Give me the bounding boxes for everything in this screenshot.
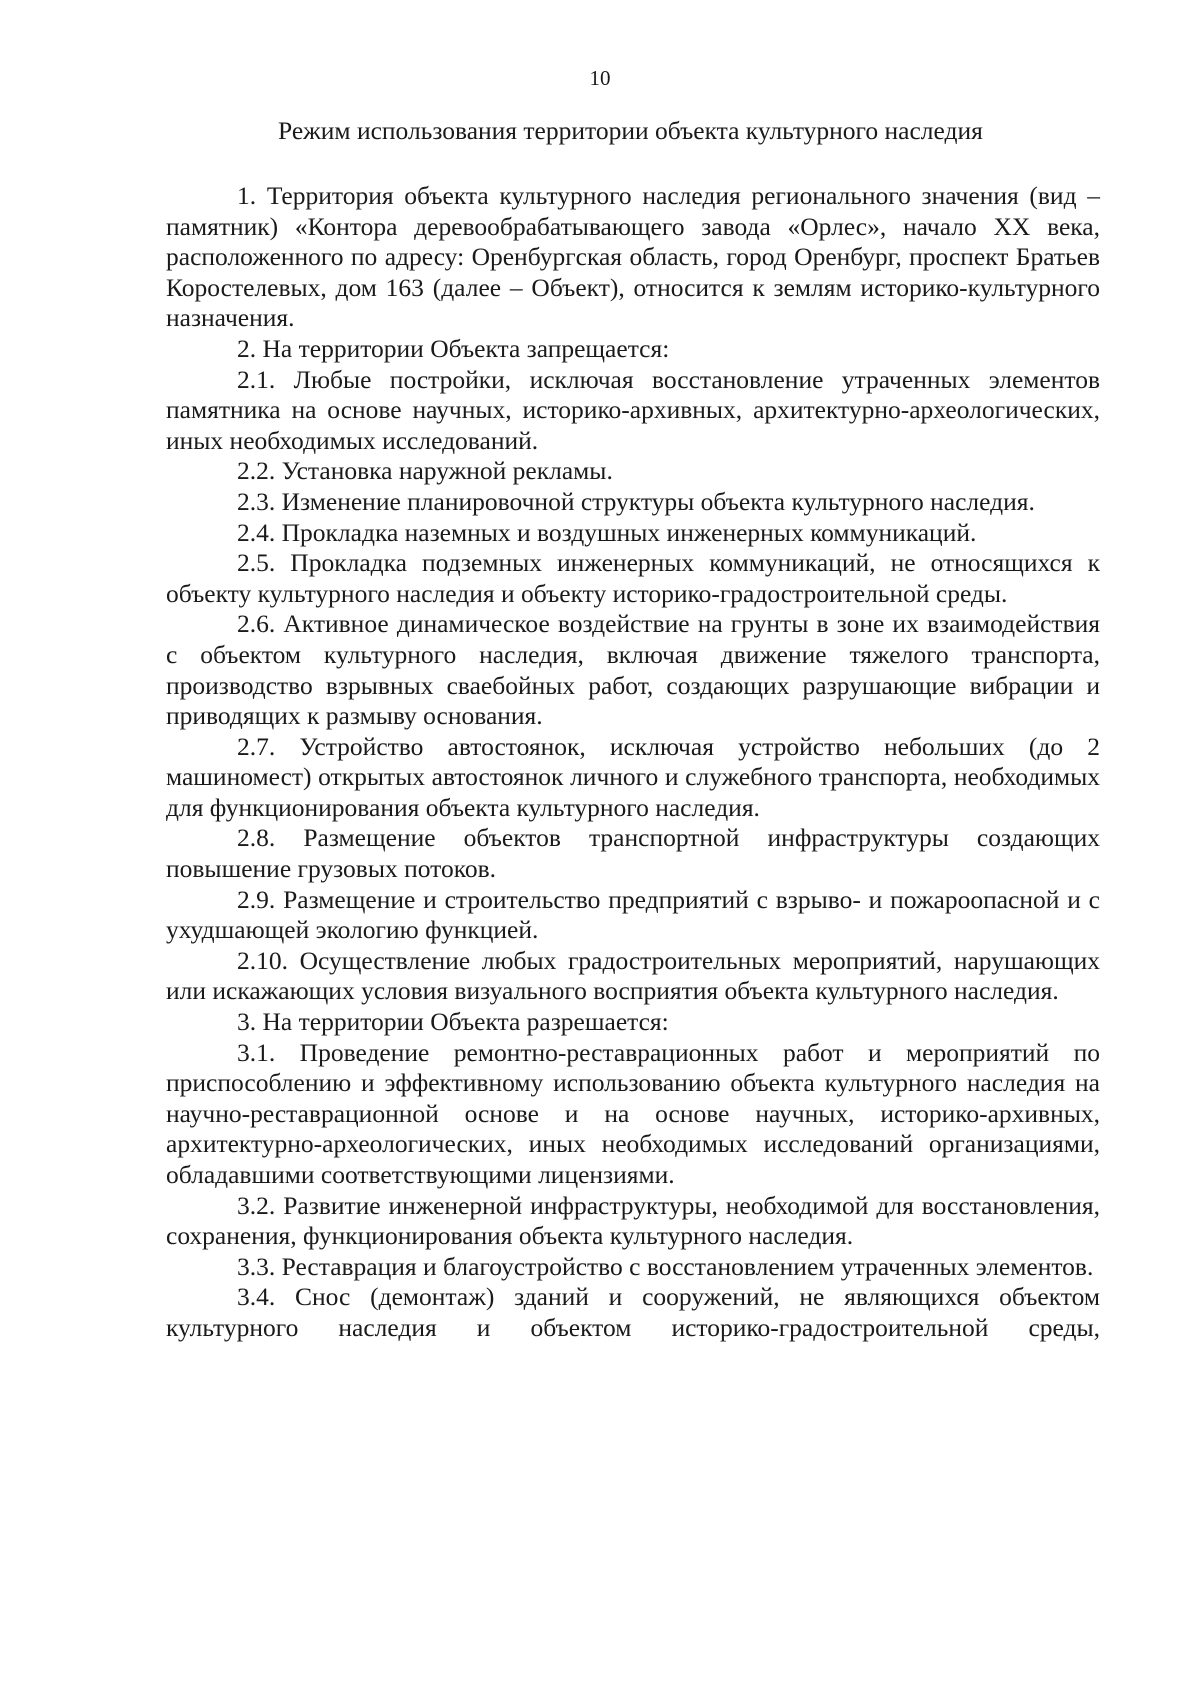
paragraph-3-1: 3.1. Проведение ремонтно-реставрационных работ и мероприятий по приспособлению и эффективному использованию объекта культурного наследия на научно-реставрационной основе и на основе научных, историко-архивных, архитектурно-археологических, иных необходимых исследований организациями, обладавшими соответствующими лицензиями. bbox=[166, 1037, 1100, 1189]
document-body bbox=[166, 181, 1100, 1344]
paragraph-2-10: 2.10. Осуществление любых градостроительных мероприятий, нарушающих или искажающих условия визуального восприятия объекта культурного наследия. bbox=[166, 945, 1100, 1006]
paragraph-2-5: 2.5. Прокладка подземных инженерных коммуникаций, не относящихся к объекту культурного наследия и объекту историко-градостроительной среды. bbox=[166, 548, 1100, 608]
paragraph-3-4: 3.4. Снос (демонтаж) зданий и сооружений, не являющихся объектом культурного наследия и объектом историко-градостроительной среды, bbox=[166, 1282, 1100, 1342]
paragraph-2-6: 2.6. Активное динамическое воздействие на грунты в зоне их взаимодействия с объектом культурного наследия, включая движение тяжелого транспорта, производство взрывных сваебойных работ, создающих разрушающие вибрации и приводящих к размыву основания. bbox=[166, 609, 1100, 731]
document-title: Режим использования территории объекта культурного наследия bbox=[278, 116, 983, 145]
paragraph-3-3: 3.3. Реставрация и благоустройство с восстановлением утраченных элементов. bbox=[237, 1251, 1094, 1281]
paragraph-2-4: 2.4. Прокладка наземных и воздушных инженерных коммуникаций. bbox=[237, 517, 977, 547]
paragraph-2-7: 2.7. Устройство автостоянок, исключая устройство небольших (до 2 машиномест) открытых автостоянок личного и служебного транспорта, необходимых для функционирования объекта культурного наследия. bbox=[166, 731, 1100, 822]
paragraph-2-8: 2.8. Размещение объектов транспортной инфраструктуры создающих повышение грузовых потоков. bbox=[166, 823, 1100, 884]
paragraph-1: 1. Территория объекта культурного наследия регионального значения (вид – памятник) «Контора деревообрабатывающего завода «Орлес», начало XX века, расположенного по адресу: Оренбургская область, город Оренбург, проспект Братьев Коростелевых, дом 163 (далее – Объект), относится к землям историко-культурного назначения. bbox=[166, 181, 1100, 333]
paragraph-2-2: 2.2. Установка наружной рекламы. bbox=[237, 456, 613, 486]
page-number: 10 bbox=[589, 66, 611, 90]
paragraph-2-3: 2.3. Изменение планировочной структуры объекта культурного наследия. bbox=[237, 486, 1035, 516]
paragraph-2-9: 2.9. Размещение и строительство предприятий с взрыво- и пожароопасной и с ухудшающей экологию функцией. bbox=[166, 884, 1100, 945]
paragraph-3: 3. На территории Объекта разрешается: bbox=[237, 1007, 669, 1037]
paragraph-2: 2. На территории Объекта запрещается: bbox=[237, 333, 670, 363]
paragraph-2-1: 2.1. Любые постройки, исключая восстановление утраченных элементов памятника на основе научных, историко-архивных, архитектурно-археологических, иных необходимых исследований. bbox=[166, 364, 1100, 455]
paragraph-3-2: 3.2. Развитие инженерной инфраструктуры, необходимой для восстановления, сохранения, функционирования объекта культурного наследия. bbox=[166, 1190, 1100, 1251]
